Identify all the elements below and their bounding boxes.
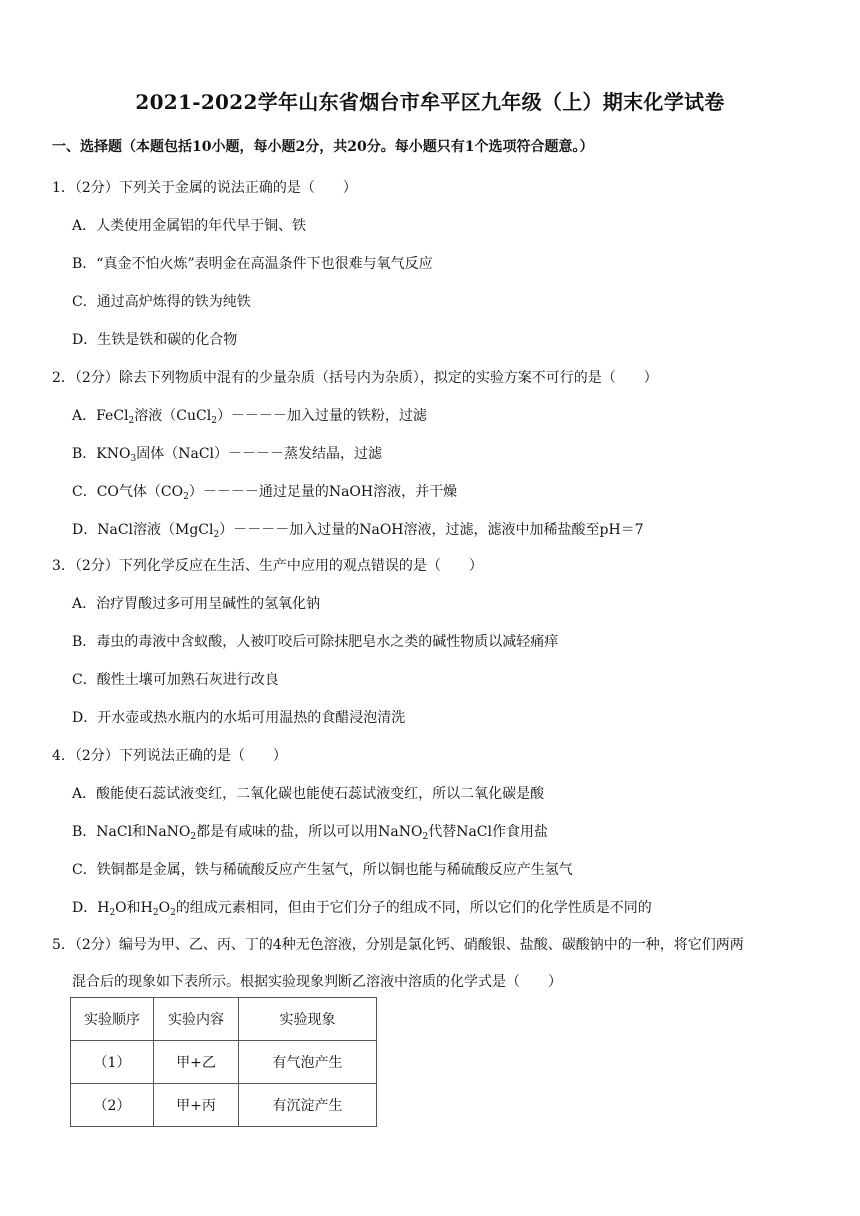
question-3-option-a: A．治疗胃酸过多可用呈碱性的氢氧化钠 [72,596,321,612]
table-header-cell: 实验内容 [154,998,239,1041]
page-title: 2021-2022学年山东省烟台市牟平区九年级（上）期末化学试卷 [135,90,725,114]
question-2-option-c: C．CO气体$(CO_2)----$通过足量的NaOH溶液，并干燥 [72,484,458,502]
question-1-stem: 1．（2分）下列关于金属的说法正确的是（ ） [52,180,357,196]
question-5-stem-line-1: 5．（2分）编号为甲、乙、丙、丁的4种无色溶液，分别是氯化钙、硝酸银、盐酸、碳酸钠中的一种，将它们两两 [52,937,744,953]
question-4-option-b: B．NaCl和NaNO$_2$都是有咸味的盐，所以可以用NaNO$_2$代替NaCl作食用盐 [72,824,548,842]
table-row [71,1084,377,1127]
question-4-stem: 4．（2分）下列说法正确的是（ ） [52,748,287,764]
table-cell: 甲+丙 [154,1084,239,1127]
table-cell: 甲+乙 [154,1041,239,1084]
question-2-option-b: B．$KNO_3$固体（NaCl）－－－－蒸发结晶，过滤 [72,446,383,464]
experiment-table [70,997,377,1127]
question-3-option-d: D．开水壶或热水瓶内的水垢可用温热的食醋浸泡清洗 [72,710,406,726]
question-2-option-a: A．FeCl$_2$溶液（CuCl$_2$）－－－－加入过量的铁粉，过滤 [72,408,427,426]
section-heading: 一、选择题（本题包括10小题，每小题2分，共20分。每小题只有1个选项符合题意。） [52,139,594,155]
table-header-row [71,998,377,1041]
table-header-cell: 实验顺序 [71,998,154,1041]
question-4-option-d: D．$H_2O$和$H_2O_2$的组成元素相同，但由于它们分子的组成不同，所以它们的化学性质是不同的 [72,900,652,918]
question-4-option-c: C．铁铜都是金属，铁与稀硫酸反应产生氢气，所以铜也能与稀硫酸反应产生氢气 [72,862,573,878]
question-2-stem: 2．（2分）除去下列物质中混有的少量杂质（括号内为杂质），拟定的实验方案不可行的是（ ） [52,370,658,386]
table-row [71,1041,377,1084]
table-cell: 有沉淀产生 [239,1084,377,1127]
table-header-cell: 实验现象 [239,998,377,1041]
table-cell: （1） [71,1041,154,1084]
table-cell: 有气泡产生 [239,1041,377,1084]
question-4-option-a: A．酸能使石蕊试液变红，二氧化碳也能使石蕊试液变红，所以二氧化碳是酸 [72,786,545,802]
question-1-option-a: A．人类使用金属铝的年代早于铜、铁 [72,218,307,234]
question-3-stem: 3．（2分）下列化学反应在生活、生产中应用的观点错误的是（ ） [52,558,483,574]
question-1-option-b: B．“真金不怕火炼”表明金在高温条件下也很难与氧气反应 [72,256,433,272]
question-2-option-d: D．NaCl溶液（MgCl$_2$）－－－－加入过量的NaOH溶液，过滤，滤液中加稀盐酸至pH＝7 [72,522,644,540]
table-cell: （2） [71,1084,154,1127]
question-1-option-c: C．通过高炉炼得的铁为纯铁 [72,294,251,310]
question-5-stem-line-2: 混合后的现象如下表所示。根据实验现象判断乙溶液中溶质的化学式是（ ） [72,974,562,990]
question-3-option-b: B．毒虫的毒液中含蚁酸，人被叮咬后可除抹肥皂水之类的碱性物质以减轻痛痒 [72,634,559,650]
question-3-option-c: C．酸性土壤可加熟石灰进行改良 [72,672,279,688]
question-1-option-d: D．生铁是铁和碳的化合物 [72,332,238,348]
